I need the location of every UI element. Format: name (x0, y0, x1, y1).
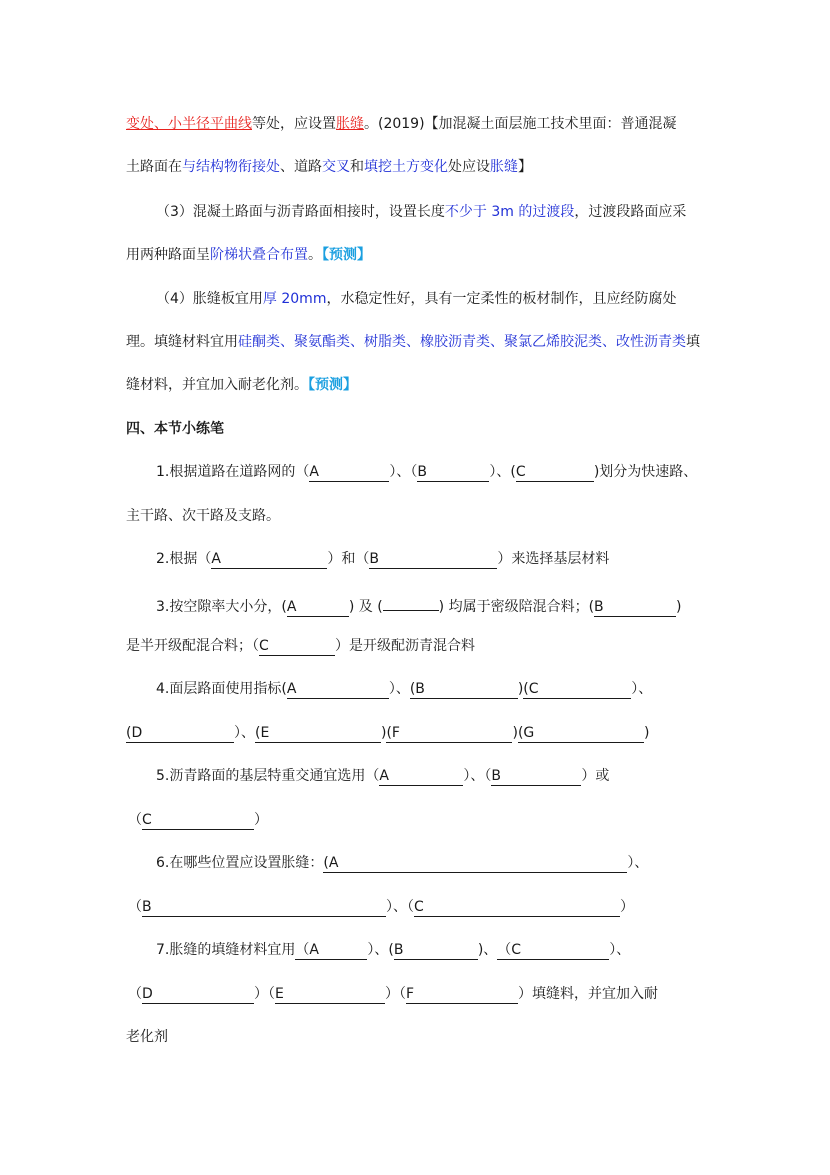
text: ）、 (234, 725, 255, 741)
answer-blank[interactable]: (D (126, 725, 234, 743)
answer-blank[interactable]: B (394, 942, 478, 960)
text: 和 (350, 159, 364, 175)
question-5-line1 (156, 766, 609, 786)
text: ）是开级配沥青混合料 (335, 638, 475, 654)
answer-blank[interactable]: (A (323, 855, 627, 873)
text: 6.在哪些位置应设置胀缝： (156, 855, 324, 871)
answer-blank[interactable]: A (287, 599, 349, 617)
text: ) (512, 725, 518, 741)
text: )划分为快速路、 (593, 464, 698, 480)
highlight-text: 填挖土方变化 (364, 159, 448, 175)
text: ，水稳定性好，具有一定柔性的板材制作，且应经防腐处 (326, 291, 677, 307)
para3-line3 (126, 375, 357, 395)
answer-blank[interactable]: B (594, 599, 676, 617)
text: ) (381, 725, 387, 741)
text: 1.根据道路在道路网的（ (156, 464, 310, 480)
text: 、道路 (280, 159, 322, 175)
answer-blank[interactable]: C (142, 812, 254, 830)
text: ）或 (581, 768, 610, 784)
text: （ (128, 899, 142, 915)
answer-blank[interactable]: (C (523, 681, 631, 699)
text: ）、 (627, 855, 649, 871)
text: （ (128, 986, 142, 1002)
answer-blank[interactable]: F (406, 986, 518, 1004)
text: （ (128, 812, 142, 828)
text: )、 (477, 942, 498, 958)
text: ）、（ (463, 768, 492, 784)
highlight-text: 变处、小半径平曲线 (126, 116, 252, 132)
text: 5.沥青路面的基层特重交通宜选用（ (156, 768, 380, 784)
text: 缝材料，并宜加入耐老化剂。 (126, 377, 308, 393)
answer-blank[interactable]: D (142, 986, 254, 1004)
para2-line2 (126, 245, 371, 265)
answer-blank[interactable]: B (142, 899, 386, 917)
question-2 (156, 549, 609, 569)
highlight-text: 交叉 (322, 159, 350, 175)
answer-blank[interactable]: B (369, 551, 497, 569)
text: 填 (686, 334, 700, 350)
highlight-text: 胀缝 (336, 116, 364, 132)
answer-blank[interactable]: A (287, 681, 389, 699)
prediction-tag: 【预测】 (322, 247, 371, 263)
text: ）（ (254, 986, 275, 1002)
text: 用两种路面呈 (126, 247, 210, 263)
text: ) (517, 681, 524, 697)
para1-line1 (126, 114, 677, 134)
answer-blank[interactable]: （A (295, 942, 367, 960)
answer-blank[interactable]: (F (386, 725, 512, 743)
text: 3.按空隙率大小分，( (156, 599, 287, 615)
text: 等处，应设置 (252, 116, 336, 132)
answer-blank[interactable]: B (491, 768, 581, 786)
text: 】 (518, 159, 532, 175)
para1-line2 (126, 157, 532, 177)
text: （4）胀缝板宜用 (156, 291, 263, 307)
answer-blank[interactable]: C (414, 899, 620, 917)
answer-blank[interactable]: (G (518, 725, 644, 743)
question-5-line2 (128, 810, 268, 830)
answer-blank[interactable]: (E (255, 725, 381, 743)
text: （3）混凝土路面与沥青路面相接时，设置长度 (156, 204, 445, 220)
question-1-line2: 主干路、次干路及支路。 (126, 508, 280, 524)
text: ）、（ (386, 899, 414, 915)
text: ）来选择基层材料 (497, 551, 610, 567)
question-4-line2 (126, 723, 649, 743)
text: ) (676, 599, 682, 615)
text: 2.根据（ (156, 551, 212, 567)
text: 。 (308, 247, 322, 263)
question-1-line1 (156, 462, 697, 482)
para3-line1 (156, 289, 676, 309)
text: 理。填缝材料宜用 (126, 334, 238, 350)
highlight-text: 胀缝 (490, 159, 518, 175)
answer-blank[interactable]: （C (497, 942, 609, 960)
text: ）填缝料，并宜加入耐 (518, 986, 658, 1002)
text: 。(2019)【加混凝土面层施工技术里面：普通混凝 (364, 116, 677, 132)
para3-line2 (126, 332, 700, 352)
answer-blank[interactable]: C (516, 464, 594, 482)
highlight-text: 硅酮类、聚氨酯类、树脂类、橡胶沥青类、聚氯乙烯胶泥类、改性沥青类 (238, 334, 686, 350)
text: ）、 (388, 681, 410, 697)
prediction-tag: 【预测】 (308, 377, 357, 393)
text: 4.面层路面使用指标( (156, 681, 287, 697)
highlight-text: 阶梯状叠合布置 (210, 247, 308, 263)
text: 是半开级配混合料；（ (126, 638, 259, 654)
question-6-line2 (128, 897, 634, 917)
answer-blank[interactable]: (B (410, 681, 518, 699)
answer-blank[interactable]: A (379, 768, 463, 786)
answer-blank[interactable] (383, 593, 439, 611)
question-7-line3: 老化剂 (126, 1029, 168, 1045)
question-4-line1 (156, 679, 652, 699)
answer-blank[interactable]: A (309, 464, 389, 482)
text: ）、( (489, 464, 516, 480)
text: ）、 (631, 681, 653, 697)
para2-line1 (156, 202, 686, 222)
text: ） (254, 812, 268, 828)
text: 处应设 (448, 159, 490, 175)
text: ) (643, 725, 650, 741)
text: ）、（ (389, 464, 418, 480)
section-heading: 四、本节小练笔 (126, 421, 224, 437)
answer-blank[interactable]: A (211, 551, 327, 569)
text: 土路面在 (126, 159, 182, 175)
text: ） (620, 899, 634, 915)
text: ) 及 ( (348, 599, 383, 615)
answer-blank[interactable]: B (417, 464, 489, 482)
text: ) 均属于密级陪混合料；( (438, 599, 595, 615)
highlight-text: 不少于 3m 的过渡段 (444, 204, 575, 220)
question-3-line2 (126, 636, 475, 656)
text: ，过渡段路面应采 (574, 204, 687, 220)
text: ）、( (367, 942, 394, 958)
text: ）和（ (327, 551, 370, 567)
text: ）（ (385, 986, 406, 1002)
text: ）、 (609, 942, 631, 958)
text: 7.胀缝的填缝材料宜用 (156, 942, 296, 958)
question-6-line1 (156, 853, 648, 873)
highlight-text: 与结构物衔接处 (182, 159, 280, 175)
question-3-line1 (156, 593, 682, 613)
answer-blank[interactable]: C (259, 638, 335, 656)
answer-blank[interactable]: E (275, 986, 385, 1004)
question-7-line2 (128, 984, 658, 1004)
question-7-line1 (156, 940, 630, 960)
highlight-text: 厚 20mm (262, 291, 327, 307)
